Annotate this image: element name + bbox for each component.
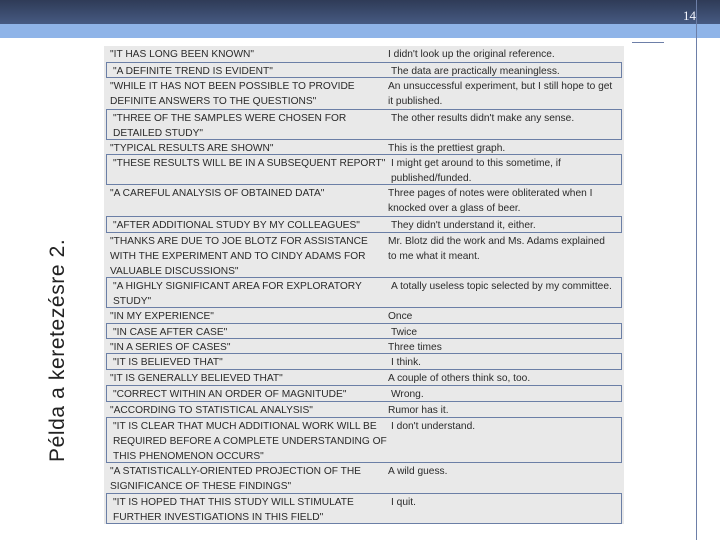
meaning-cell: The other results didn't make any sense. [391,113,575,124]
phrase-table [104,46,624,524]
meaning-cell: Twice [391,327,418,338]
meaning-cell: Rumor has it. [388,405,449,416]
table-row [104,339,624,353]
table-row [106,493,622,524]
slide-title: Példa a keretezésre 2. [46,238,69,462]
phrase-cell: "ACCORDING TO STATISTICAL ANALYSIS" [110,405,313,416]
meaning-cell: Wrong. [391,389,424,400]
meaning-cell: They didn't understand it, either. [391,220,536,231]
table-row [104,233,624,277]
table-row [104,185,624,216]
phrase-cell: "IT IS CLEAR THAT MUCH ADDITIONAL WORK WILL BE REQUIRED BEFORE A COMPLETE UNDERSTANDING OF THIS PHENOMENON OCCURS" [113,421,387,462]
table-row [106,277,622,308]
phrase-cell: "IT IS BELIEVED THAT" [113,357,223,368]
phrase-cell: "IT HAS LONG BEEN KNOWN" [110,49,255,60]
meaning-cell: I don't understand. [391,421,476,432]
page-number: 14 [683,8,696,23]
phrase-cell: "IT IS HOPED THAT THIS STUDY WILL STIMULATE FURTHER INVESTIGATIONS IN THIS FIELD" [113,497,354,523]
table-row [106,109,622,140]
meaning-cell: I didn't look up the original reference. [388,49,555,60]
phrase-cell: "IN CASE AFTER CASE" [113,327,228,338]
meaning-cell: I think. [391,357,422,368]
phrase-cell: "THREE OF THE SAMPLES WERE CHOSEN FOR DETAILED STUDY" [113,113,347,139]
meaning-cell: Once [388,311,413,322]
table-row [104,140,624,154]
table-row [106,154,622,185]
table-row [106,62,622,78]
frame-line-vertical [696,0,697,540]
meaning-cell: Three times [388,342,442,353]
table-row [104,78,624,109]
phrase-cell: "TYPICAL RESULTS ARE SHOWN" [110,143,274,154]
frame-line-horizontal [632,42,664,43]
table-row [106,417,622,463]
meaning-cell: An unsuccessful experiment, but I still hope to get it published. [388,81,613,107]
phrase-cell: "THANKS ARE DUE TO JOE BLOTZ FOR ASSISTANCE WITH THE EXPERIMENT AND TO CINDY ADAMS FOR VALUABLE DISCUSSIONS" [110,236,368,277]
meaning-cell: I might get around to this sometime, if published/funded. [391,158,561,184]
phrase-cell: "THESE RESULTS WILL BE IN A SUBSEQUENT REPORT" [113,158,386,169]
phrase-cell: "IN MY EXPERIENCE" [110,311,214,322]
slide-header-band [0,24,720,38]
phrase-cell: "AFTER ADDITIONAL STUDY BY MY COLLEAGUES" [113,220,360,231]
meaning-cell: This is the prettiest graph. [388,143,506,154]
phrase-cell: "A CAREFUL ANALYSIS OF OBTAINED DATA" [110,188,325,199]
slide-header-bar [0,0,720,24]
table-row [104,402,624,417]
table-row [106,216,622,233]
table-row [106,323,622,339]
phrase-cell: "A DEFINITE TREND IS EVIDENT" [113,66,273,77]
meaning-cell: A totally useless topic selected by my committee. [391,281,612,292]
phrase-cell: "WHILE IT HAS NOT BEEN POSSIBLE TO PROVIDE DEFINITE ANSWERS TO THE QUESTIONS" [110,81,355,107]
phrase-cell: "IT IS GENERALLY BELIEVED THAT" [110,373,283,384]
meaning-cell: Three pages of notes were obliterated when I knocked over a glass of beer. [388,188,593,214]
table-row [104,46,624,62]
meaning-cell: The data are practically meaningless. [391,66,560,77]
table-row [106,353,622,370]
phrase-cell: "A STATISTICALLY-ORIENTED PROJECTION OF THE SIGNIFICANCE OF THESE FINDINGS" [110,466,361,492]
meaning-cell: A wild guess. [388,466,448,477]
meaning-cell: I quit. [391,497,416,508]
phrase-cell: "CORRECT WITHIN AN ORDER OF MAGNITUDE" [113,389,347,400]
meaning-cell: Mr. Blotz did the work and Ms. Adams explained to me what it meant. [388,236,605,262]
table-row [106,385,622,402]
phrase-cell: "A HIGHLY SIGNIFICANT AREA FOR EXPLORATORY STUDY" [113,281,362,307]
table-row [104,308,624,323]
phrase-cell: "IN A SERIES OF CASES" [110,342,231,353]
table-row [104,370,624,385]
table-row [104,463,624,493]
meaning-cell: A couple of others think so, too. [388,373,531,384]
